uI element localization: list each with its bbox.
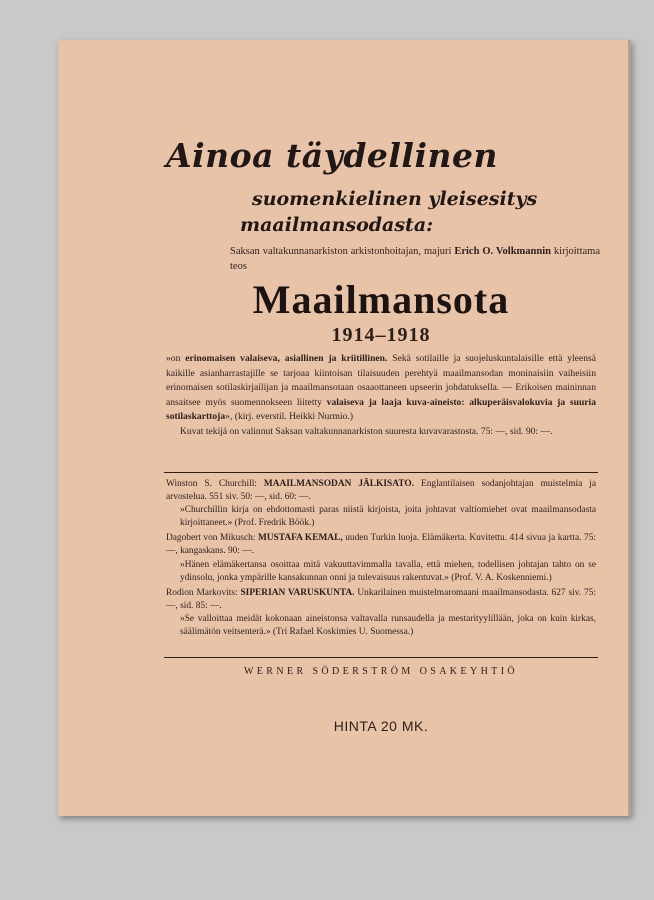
price-label: HINTA 20 MK. [333,718,429,734]
book-author: Winston S. Churchill: [166,479,264,489]
publisher-name: WERNER SÖDERSTRÖM OSAKEYHTIÖ [243,666,519,677]
related-book [166,478,596,530]
book-author: Dagobert von Mikusch: [166,533,258,544]
divider-bottom [164,657,598,658]
related-book-title: MUSTAFA KEMAL, [257,533,343,544]
related-books-list [166,478,596,641]
intro-author: Erich O. Volkmannin [454,246,551,257]
book-quote: »Se valloittaa meidät kokonaan aineistonsa valtavalla runsaudella ja mestarityylillään, joka on kuin kirkas, säälimätön veitsenterä.» (Tri Rafael Koskimies U. Suomessa.) [180,613,596,638]
headline-line-2: suomenkielinen yleisesitys [252,188,538,210]
book-title: Maailmansota [252,277,510,322]
description-paragraph-2: Kuvat tekijä on valinnut Saksan valtakunnanarkiston suuresta kuvavarastosta. 75: —, sid. 90: —. [180,425,553,437]
book-years: 1914–1918 [331,324,431,346]
book-details: Unkarilainen muistelmaromaani maailmansodasta. 627 siv. 75: —, sid. 85: —. [166,587,596,611]
related-book [166,587,596,639]
book-description [166,352,596,439]
book-details: Englantilaisen sodanjohtajan muistelmia ja arvostelua. 551 siv. 50: —, sid. 60: —. [166,479,596,503]
book-details: uuden Turkin luoja. Elämäkerta. Kuvitettu. 414 sivua ja kartta. 75: —, kangaskans. 90: —. [166,533,596,557]
divider-top [164,472,598,473]
related-book [166,532,596,584]
book-back-cover [58,40,631,816]
book-quote: »Churchillin kirja on ehdottomasti paras niistä kirjoista, joita johtavat valtiomiehet ovat maailmansodasta kirjoittaneet.» (Prof. Fredrik Böök.) [180,505,596,529]
description-paragraph-1 [166,352,596,425]
intro-text-end: kirjoittama teos [230,246,600,272]
desc-body: Sekä sotilaille ja suojeluskuntalaisille että yleensä kaikille asianharrastajille se tarjoaa kiintoisan tilaisuuden perehtyä maailmansodan moninaisiin vaiheisiin erinomaisen sotilaskirjailijan ja maailmansotaan osaaottaneen upseerin johdatuksella. — Erikoisen maininnan ansaitsee myös suomennokseen liitetty [166,353,596,408]
desc-quote-open: »on [166,353,186,364]
headline-line-1: Ainoa täydellinen [166,136,498,175]
related-book-title: SIPERIAN VARUSKUNTA. [240,587,355,598]
related-book-title: MAAILMANSODAN JÄLKISATO. [263,479,414,489]
intro-text [230,244,600,274]
desc-attribution: », (kirj. everstil. Heikki Nurmio.) [225,411,354,422]
cover-content [166,40,600,816]
book-author: Rodion Markovits: [166,587,241,598]
desc-bold-1: erinomaisen valaiseva, asiallinen ja kriitillinen. [185,353,388,364]
desc-bold-2: valaiseva ja laaja kuva-aineisto: alkuperäisvalokuvia ja suuria sotilaskarttoja [166,396,596,422]
intro-text-start: Saksan valtakunnanarkiston arkistonhoitajan, majuri [230,246,455,257]
headline-line-3: maailmansodasta: [240,214,434,236]
book-quote: »Hänen elämäkertansa osoittaa mitä vakuuttavimmalla tavalla, että miehen, todellisen johtajan tahto on se ydinsolu, jonka ympärille kansakunnan onni ja tulevaisuus rakentuvat.» (Prof. V. A. Koskenniemi.) [180,559,596,583]
